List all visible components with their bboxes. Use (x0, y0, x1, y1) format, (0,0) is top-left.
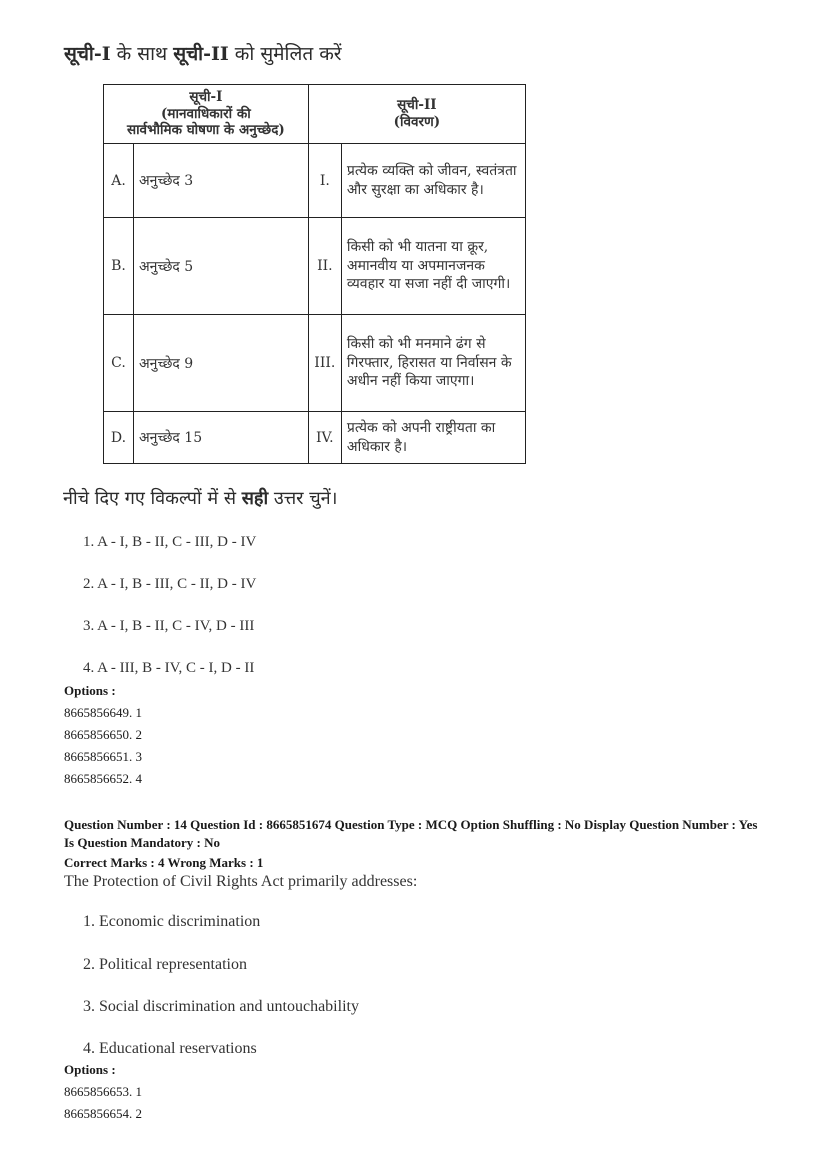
choose-text: नीचे दिए गए विकल्पों में से (63, 488, 242, 509)
option-id: 8665856653. 1 (64, 1084, 142, 1099)
heading-connector: के साथ (110, 43, 174, 65)
row-roman: I. (308, 144, 341, 218)
list2-header-title: सूची-II (397, 97, 437, 114)
table-row (104, 218, 526, 315)
question-marks: Correct Marks : 4 Wrong Marks : 1 (64, 855, 264, 870)
row-letter: A. (104, 144, 134, 218)
choose-text-end: उत्तर चुनें। (268, 488, 338, 509)
choose-emphasis: सही (241, 488, 269, 509)
row-item: अनुच्छेद 9 (133, 315, 308, 412)
row-letter: C. (104, 315, 134, 412)
question-heading (64, 40, 342, 66)
answer-option-2[interactable]: 2. Political representation (83, 956, 247, 973)
answer-option-4[interactable]: 4. Educational reservations (83, 1040, 257, 1057)
row-description: किसी को भी यातना या क्रूर, अमानवीय या अपमानजनक व्यवहार या सजा नहीं दी जाएगी। (341, 218, 525, 315)
list2-label: सूची-II (173, 43, 229, 65)
answer-option-3[interactable]: 3. Social discrimination and untouchability (83, 998, 359, 1015)
match-table (103, 84, 526, 464)
row-item: अनुच्छेद 3 (133, 144, 308, 218)
choose-instruction (63, 486, 337, 510)
list2-header-sub: (विवरण) (393, 114, 441, 130)
row-roman: IV. (308, 412, 341, 464)
row-item: अनुच्छेद 15 (133, 412, 308, 464)
table-row (104, 315, 526, 412)
row-letter: B. (104, 218, 134, 315)
answer-option-1[interactable]: 1. Economic discrimination (83, 913, 261, 930)
table-row (104, 412, 526, 464)
list1-header-title: सूची-I (189, 88, 223, 105)
list1-header (104, 85, 309, 144)
list1-label: सूची-I (64, 43, 111, 65)
list1-header-sub1: (मानवाधिकारों की (161, 105, 251, 122)
option-id: 8665856651. 3 (64, 749, 142, 764)
option-id: 8665856654. 2 (64, 1106, 142, 1121)
row-description: प्रत्येक व्यक्ति को जीवन, स्वतंत्रता और सुरक्षा का अधिकार है। (341, 144, 525, 218)
question-text: The Protection of Civil Rights Act primarily addresses: (64, 873, 418, 890)
row-description: प्रत्येक को अपनी राष्ट्रीयता का अधिकार है। (341, 412, 525, 464)
row-roman: II. (308, 218, 341, 315)
option-id: 8665856652. 4 (64, 771, 142, 786)
row-letter: D. (104, 412, 134, 464)
table-row (104, 144, 526, 218)
option-id: 8665856650. 2 (64, 727, 142, 742)
row-roman: III. (308, 315, 341, 412)
heading-instruction: को सुमेलित करें (228, 43, 342, 65)
table-header-row (104, 85, 526, 144)
answer-option-2[interactable]: 2. A - I, B - III, C - II, D - IV (83, 576, 257, 592)
options-label: Options : (64, 683, 116, 698)
answer-option-3[interactable]: 3. A - I, B - II, C - IV, D - III (83, 618, 255, 634)
answer-option-4[interactable]: 4. A - III, B - IV, C - I, D - II (83, 660, 255, 676)
list2-header (308, 85, 525, 144)
options-label: Options : (64, 1062, 116, 1077)
option-id: 8665856649. 1 (64, 705, 142, 720)
list1-header-sub2: सार्वभौमिक घोषणा के अनुच्छेद) (126, 122, 285, 139)
row-item: अनुच्छेद 5 (133, 218, 308, 315)
row-description: किसी को भी मनमाने ढंग से गिरफ्तार, हिरासत या निर्वासन के अधीन नहीं किया जाएगा। (341, 315, 525, 412)
answer-option-1[interactable]: 1. A - I, B - II, C - III, D - IV (83, 534, 257, 550)
question-meta: Question Number : 14 Question Id : 8665851674 Question Type : MCQ Option Shuffling : No Display Question Number : Yes Is Question Mandatory : No (64, 817, 758, 851)
